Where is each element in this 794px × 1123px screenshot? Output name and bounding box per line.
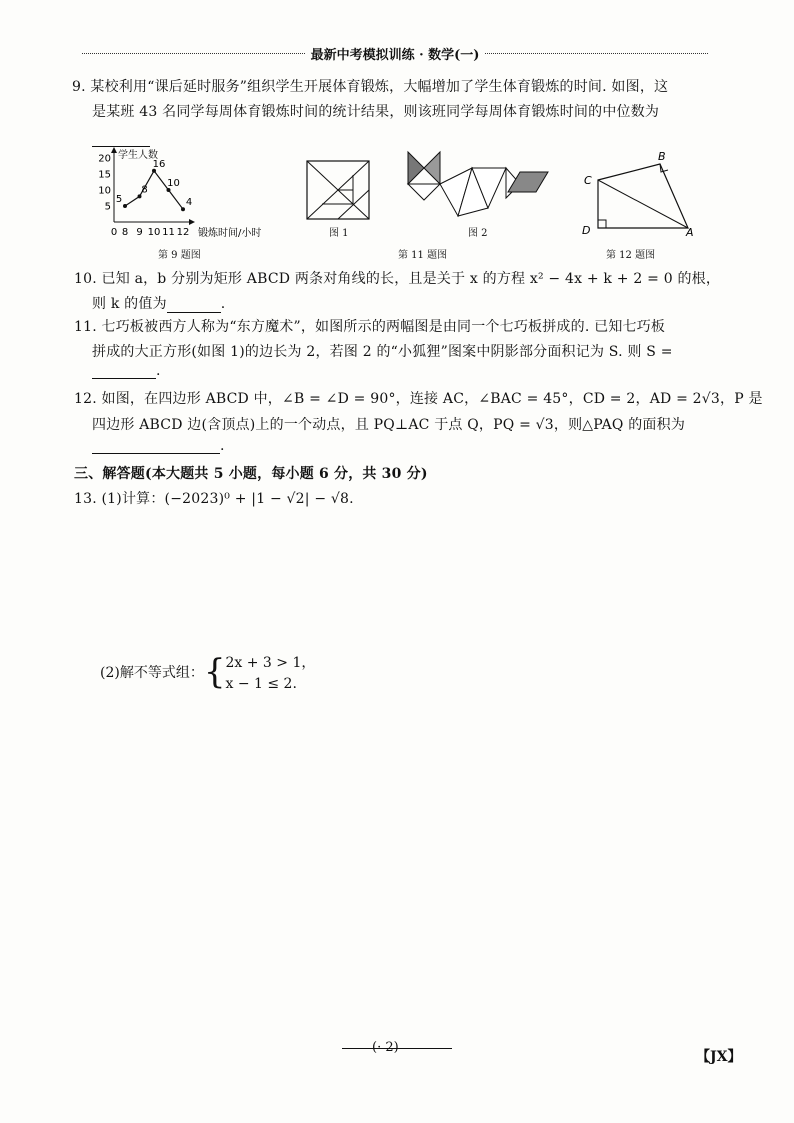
fig9-x-arrow [189, 219, 195, 225]
q13-part2 [100, 652, 315, 692]
q9-line2: 是某班 43 名同学每周体育锻炼时间的统计结果，则该班同学每周体育锻炼时间的中位数为 [92, 104, 660, 120]
fig9-series-line [125, 171, 183, 209]
page-header [82, 44, 708, 63]
fig9-xtick-label: 9 [136, 227, 143, 238]
q11-line1: 11. 七巧板被西方人称为“东方魔术”，如图所示的两幅图是由同一个七巧板拼成的. 已知七巧板 [74, 319, 666, 335]
fox-ear-left [408, 152, 424, 184]
q12-line1: 12. 如图，在四边形 ABCD 中，∠B = ∠D = 90°，连接 AC，∠BAC = 45°，CD = 2，AD = 2√3，P 是 [74, 391, 763, 407]
section3-title: 三、解答题(本大题共 5 小题，每小题 6 分，共 30 分) [74, 466, 428, 482]
q9-line1: 9. 某校利用“课后延时服务”组织学生开展体育锻炼，大幅增加了学生体育锻炼的时间. 如图，这 [72, 79, 669, 95]
q12-line3 [92, 438, 225, 454]
fig9-ytick-label: 15 [98, 169, 111, 181]
fig9-ytick-label: 5 [104, 201, 111, 213]
fox-tail [508, 172, 548, 192]
page-number-text: · 2 [377, 1040, 394, 1055]
fig9-ylabel: 学生人数 [118, 150, 158, 161]
fig11-caption: 第 11 题图 [398, 250, 448, 261]
q10-line2-end: . [220, 296, 226, 312]
fig9-data-point [123, 204, 127, 208]
fig12-caption: 第 12 题图 [606, 250, 656, 261]
q12-line3-end: . [220, 438, 225, 454]
fig9-xtick-label: 10 [147, 227, 161, 238]
q12-line2: 四边形 ABCD 边(含顶点)上的一个动点，且 PQ⊥AC 于点 Q，PQ = √3，则△PAQ 的面积为 [92, 417, 686, 433]
inequality-1: 2x + 3 > 1， [225, 655, 316, 671]
fig11-label1: 图 1 [329, 228, 349, 239]
paper-code: 【JX】 [696, 1049, 742, 1065]
fig9-data-point [181, 207, 185, 211]
header-dotted-rule-right [485, 53, 708, 54]
fig9-y-arrow [111, 147, 117, 153]
quad-outline [598, 164, 688, 228]
inequality-2: x − 1 ≤ 2. [225, 676, 297, 692]
q10-line1: 10. 已知 a，b 分别为矩形 ABCD 两条对角线的长，且是关于 x 的方程 x² − 4x + k + 2 = 0 的根， [74, 271, 721, 287]
inequality-system [225, 652, 315, 692]
label-b: B [658, 150, 666, 163]
q10-line2 [92, 293, 225, 313]
fig9-xtick-label: 0 [110, 227, 118, 238]
q11-line2: 拼成的大正方形(如图 1)的边长为 2，若图 2 的“小狐狸”图案中阴影部分面积记为 S. 则 S = [92, 344, 673, 360]
fig9-xlabel: 锻炼时间/小时 [198, 228, 262, 239]
fig12-quadrilateral [576, 148, 696, 238]
fig9-ytick-label: 20 [98, 153, 111, 165]
right-angle-d [598, 220, 606, 228]
fox-ear-right [424, 152, 440, 184]
fig9-xtick-label: 8 [121, 227, 129, 238]
q13-part2-label: (2)解不等式组： [100, 665, 204, 681]
q12-answer-blank [92, 439, 220, 454]
fig9-xtick-label: 12 [176, 227, 190, 238]
fig9-data-label: 4 [185, 197, 193, 209]
fig9-data-label: 16 [152, 158, 166, 170]
fig11-tangram-square [306, 160, 374, 222]
fig9-data-label: 5 [115, 194, 123, 205]
diagonal-ac [598, 180, 688, 228]
fig11-label2: 图 2 [468, 228, 488, 239]
label-d: D [582, 224, 591, 237]
q11-line3-end: . [156, 363, 161, 379]
page-number: (· 2) [372, 1040, 399, 1055]
fig9-chart [92, 144, 292, 240]
label-c: C [584, 174, 592, 187]
header-title: 最新中考模拟训练 · 数学(一) [310, 48, 480, 63]
fig9-data-label: 10 [167, 178, 180, 189]
fig9-ytick-label: 10 [98, 185, 111, 197]
q11-line3 [92, 363, 161, 379]
label-a: A [686, 226, 694, 238]
q11-answer-blank [92, 364, 156, 379]
fig9-data-label: 8 [141, 184, 148, 196]
q10-line2-text: 则 k 的值为 [92, 296, 167, 312]
fig11-fox [402, 148, 552, 222]
system-brace: { [203, 652, 226, 692]
fox-head [408, 184, 440, 200]
header-dotted-rule-left [82, 53, 305, 54]
fig9-xtick-label: 11 [162, 227, 175, 238]
q13-part1: 13. (1)计算：(−2023)⁰ + |1 − √2| − √8. [74, 491, 354, 507]
fig9-caption: 第 9 题图 [158, 250, 201, 261]
q10-answer-blank [167, 298, 221, 313]
